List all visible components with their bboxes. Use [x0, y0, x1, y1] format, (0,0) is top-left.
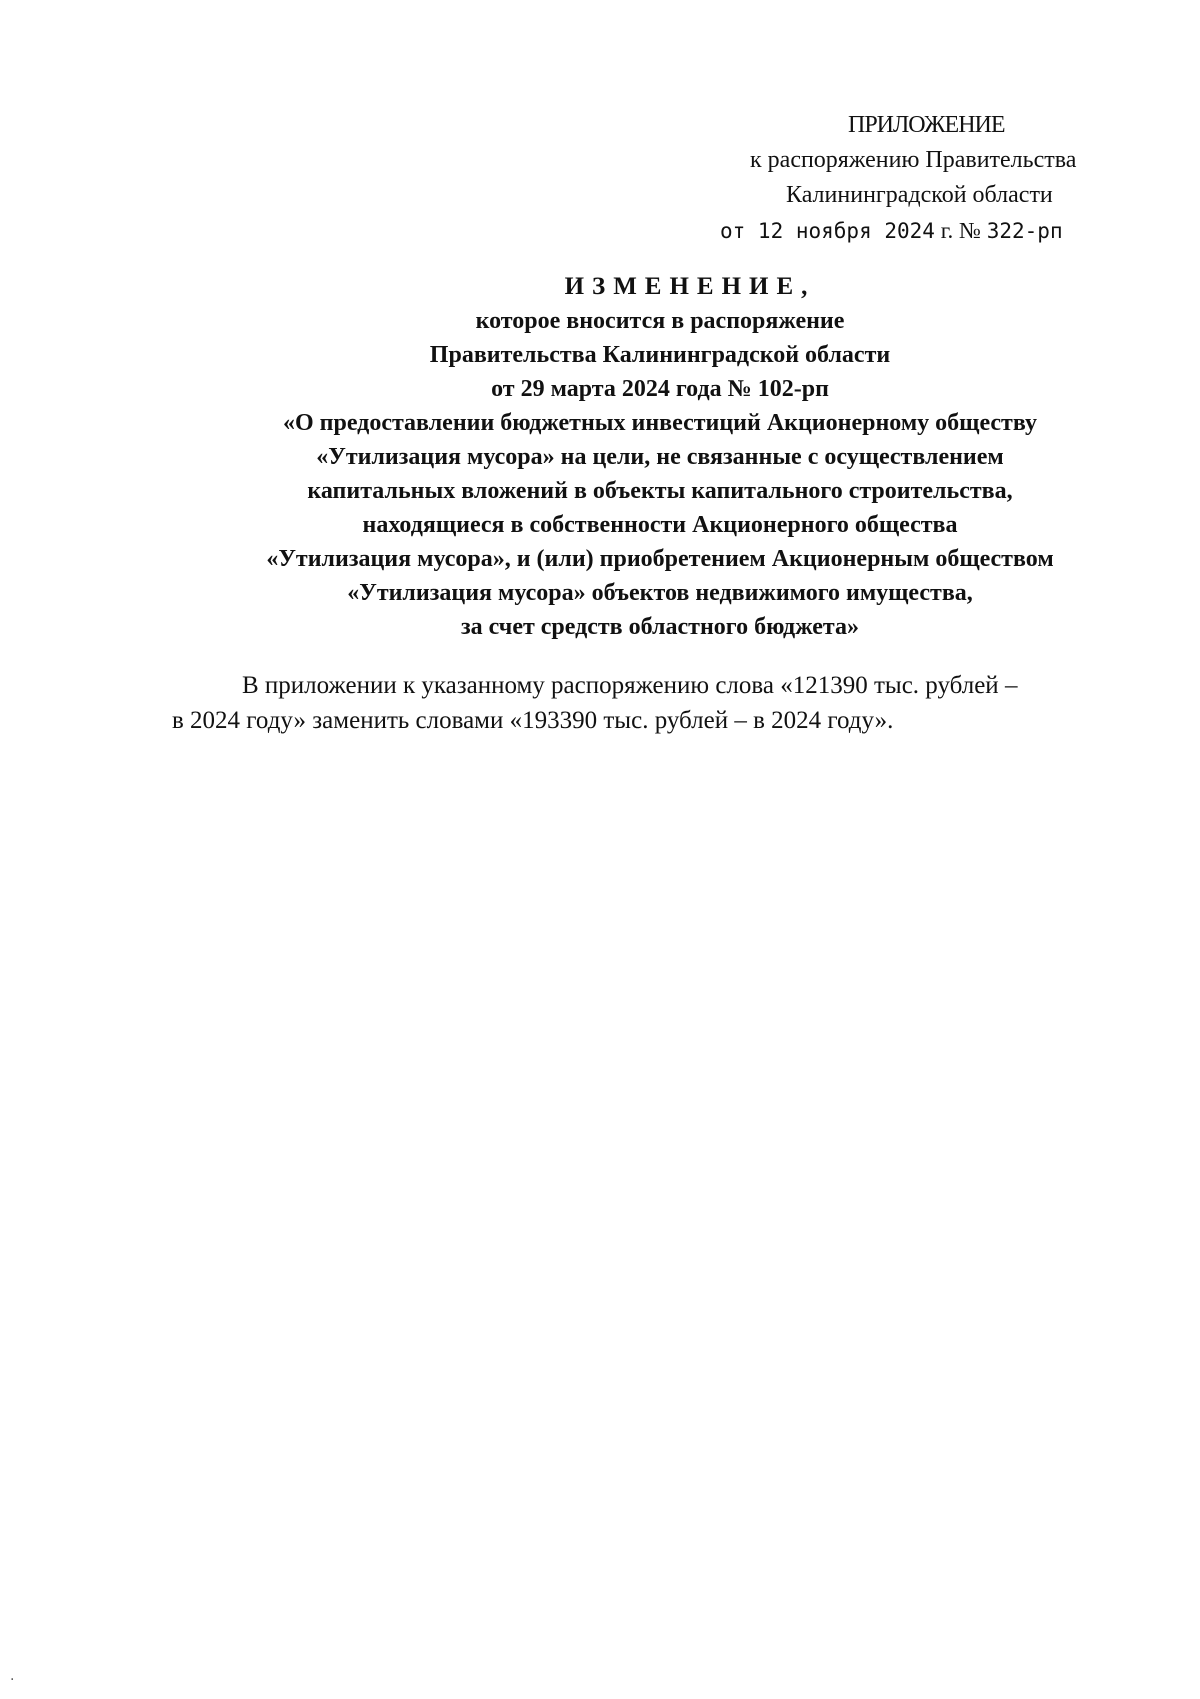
title-line: от 29 марта 2024 года № 102-рп	[491, 376, 829, 402]
appendix-label: ПРИЛОЖЕНИЕ	[848, 112, 1005, 138]
title-line: «О предоставлении бюджетных инвестиций Акционерному обществу	[283, 410, 1037, 436]
title-line: «Утилизация мусора» на цели, не связанные с осуществлением	[316, 444, 1004, 470]
appendix-date-number	[700, 213, 1170, 249]
title-line: Правительства Калининградской области	[429, 342, 891, 368]
title-line: «Утилизация мусора», и (или) приобретением Акционерным обществом	[266, 546, 1054, 572]
title-line: находящиеся в собственности Акционерного общества	[362, 512, 958, 538]
appendix-region: Калининградской области	[786, 182, 1053, 208]
appendix-order-ref: к распоряжению Правительства	[750, 147, 1077, 173]
title-line: которое вносится в распоряжение	[475, 308, 845, 334]
appendix-number: 322-рп	[986, 219, 1063, 243]
title-line: капитальных вложений в объекты капитального строительства,	[307, 478, 1013, 504]
appendix-number-sign: г. №	[934, 218, 987, 243]
change-title-block	[120, 270, 1200, 644]
body-line-1: В приложении к указанному распоряжению слова «121390 тыс. рублей –	[242, 672, 1018, 699]
body-paragraph	[172, 668, 1132, 738]
body-line-2: в 2024 году» заменить словами «193390 тыс. рублей – в 2024 году».	[172, 707, 894, 734]
appendix-block	[700, 108, 1170, 249]
scan-mark: .	[10, 1668, 15, 1684]
title-line: «Утилизация мусора» объектов недвижимого имущества,	[347, 580, 973, 606]
title-line: за счет средств областного бюджета»	[460, 614, 860, 640]
title-heading: ИЗМЕНЕНИЕ,	[564, 273, 816, 300]
appendix-date: от 12 ноября 2024	[720, 219, 935, 243]
